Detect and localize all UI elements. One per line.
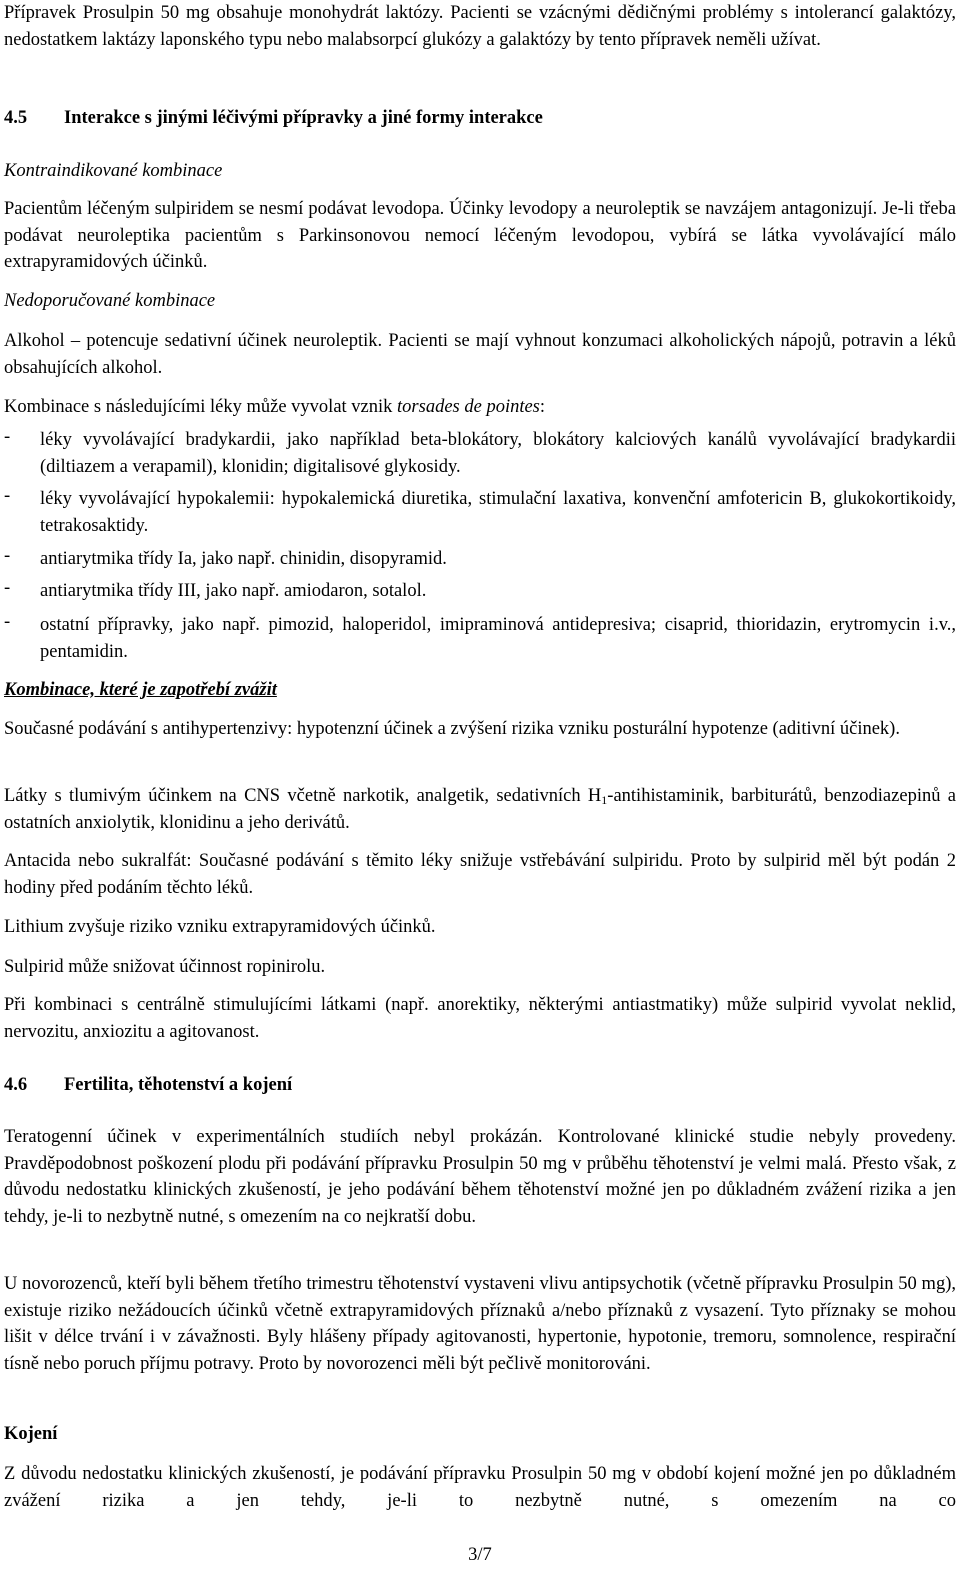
breastfeeding-paragraph: Z důvodu nedostatku klinických zkušeností, je podávání přípravku Prosulpin 50 mg v období kojení možné jen po důkladném zvážení rizika a jen tehdy, je-li to nezbytně nutné, s omezením na co xyxy=(4,1464,956,1511)
breastfeeding-heading: Kojení xyxy=(4,1424,58,1444)
torsades-list-4 xyxy=(4,578,956,605)
newborns-paragraph: U novorozenců, kteří byli během třetího trimestru těhotenství vystaveni vlivu antipsychotik (včetně přípravku Prosulpin 50 mg), existuje riziko nežádoucích účinků včetně extrapyramidových příznaků a/nebo příznaků z vysazení. Tyto příznaky se mohou lišit v délce trvání i v závažnosti. Byly hlášeny případy agitovanosti, hypertonie, hypotonie, tremoru, somnolence, respirační tísně nebo poruch příjmu potravy. Proto by novorozenci měli být pečlivě monitorováni. xyxy=(4,1274,956,1374)
not-recommended-heading: Nedoporučované kombinace xyxy=(4,291,216,311)
list-dash: - xyxy=(4,612,11,632)
torsades-list-3 xyxy=(4,546,956,573)
lactose-warning xyxy=(4,0,956,53)
antacids-paragraph: Antacida nebo sukralfát: Současné podávání s těmito léky snižuje vstřebávání sulpiridu. Proto by sulpirid měl být podán 2 hodiny před podáním těchto léků. xyxy=(4,851,956,898)
list-item: - léky vyvolávající bradykardii, jako například beta-blokátory, blokátory kalciových kanálů vyvolávající bradykardii (diltiazem a verapamil), klonidin; digitalisové glykosidy. xyxy=(4,427,956,477)
cns-paragraph: Látky s tlumivým účinkem na CNS včetně narkotik, analgetik, sedativních $H_1$-antihistaminik, barbiturátů, benzodiazepinů a ostatních anxiolytik, klonidinu a jeho derivátů. xyxy=(4,786,956,833)
section-number: 4.5 xyxy=(4,108,28,128)
page-number: 3/7 xyxy=(468,1545,492,1565)
lithium-paragraph: Lithium zvyšuje riziko vzniku extrapyramidových účinků. xyxy=(4,917,436,937)
list-dash: - xyxy=(4,546,11,566)
list-dash: - xyxy=(4,486,11,506)
stimulants-paragraph: Při kombinaci s centrálně stimulujícími látkami (např. anorektiky, některými antiastmatiky) může sulpirid vyvolat neklid, nervozitu, anxiozitu a agitovanost. xyxy=(4,995,956,1042)
section-4-6-heading xyxy=(4,1072,956,1098)
ropinirole-paragraph: Sulpirid může snižovat účinnost ropinirolu. xyxy=(4,957,326,977)
antihypertensives-paragraph: Současné podávání s antihypertenzivy: hypotenzní účinek a zvýšení rizika vzniku posturální hypotenze (aditivní účinek). xyxy=(4,719,900,739)
intro-paragraph: Přípravek Prosulpin 50 mg obsahuje monohydrát laktózy. Pacienti se vzácnými dědičnými problémy s intolerancí galaktózy, nedostatkem laktázy laponského typu nebo malabsorpcí glukózy a galaktózy by tento přípravek neměli užívat. xyxy=(4,3,956,50)
contraindicated-paragraph: Pacientům léčeným sulpiridem se nesmí podávat levodopa. Účinky levodopy a neuroleptik se navzájem antagonizují. Je-li třeba podávat neuroleptika pacientům s Parkinsonovou nemocí léčeným levodopou, vybírá se látka vyvolávající málo extrapyramidových účinků. xyxy=(4,199,956,272)
torsades-term: torsades de pointes xyxy=(397,397,540,417)
pregnancy-paragraph: Teratogenní účinek v experimentálních studiích nebyl prokázán. Kontrolované klinické studie nebyly provedeny. Pravděpodobnost poškození plodu při podávání přípravku Prosulpin 50 mg v průběhu těhotenství je velmi malá. Přesto však, z důvodu nedostatku klinických zkušeností, je jeho podávání během těhotenství možné jen po důkladném zvážení rizika a jen tehdy, je-li to nezbytně nutné, s omezením na co nejkratší dobu. xyxy=(4,1127,956,1227)
section-number: 4.6 xyxy=(4,1075,28,1095)
section-title: Fertilita, těhotenství a kojení xyxy=(64,1075,293,1095)
list-item: - antiarytmika třídy III, jako např. amiodaron, sotalol. xyxy=(4,578,427,601)
list-dash: - xyxy=(4,427,11,447)
section-title: Interakce s jinými léčivými přípravky a jiné formy interakce xyxy=(64,108,543,128)
section-4-5-heading xyxy=(4,105,956,131)
consider-heading: Kombinace, které je zapotřebí zvážit xyxy=(4,680,277,700)
torsades-list xyxy=(4,427,956,480)
list-dash: - xyxy=(4,578,11,598)
alcohol-paragraph: Alkohol – potencuje sedativní účinek neuroleptik. Pacienti se mají vyhnout konzumaci alkoholických nápojů, potravin a léků obsahujících alkohol. xyxy=(4,331,956,378)
torsades-list-2 xyxy=(4,486,956,539)
torsades-list-5 xyxy=(4,612,956,665)
list-item: - ostatní přípravky, jako např. pimozid, haloperidol, imipraminová antidepresiva; cisaprid, thioridazin, erytromycin i.v., pentamidin. xyxy=(4,612,956,662)
list-item: - antiarytmika třídy Ia, jako např. chinidin, disopyramid. xyxy=(4,546,447,569)
torsades-intro: Kombinace s následujícími léky může vyvolat vznik torsades de pointes: xyxy=(4,397,546,417)
contraindicated-heading: Kontraindikované kombinace xyxy=(4,161,223,181)
list-item: - léky vyvolávající hypokalemii: hypokalemická diuretika, stimulační laxativa, konvenční amfotericin B, glukokortikoidy, tetrakosaktidy. xyxy=(4,486,956,536)
